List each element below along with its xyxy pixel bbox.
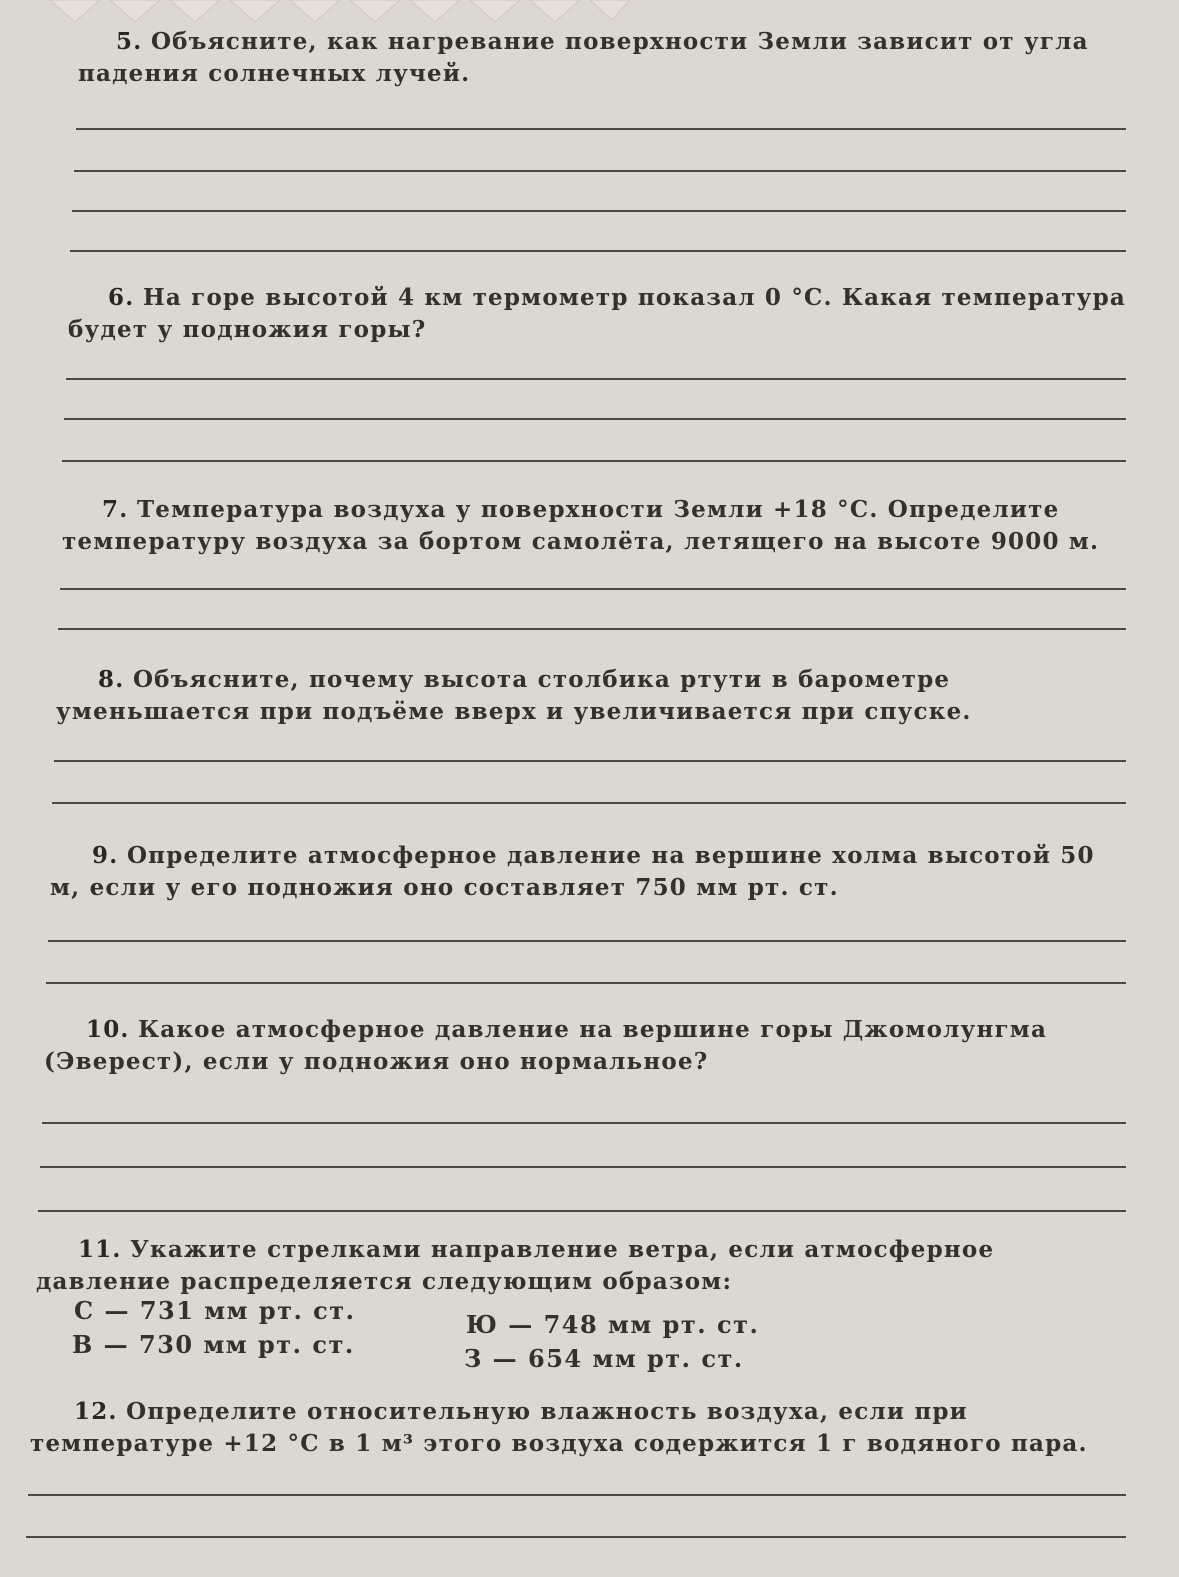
answer-line[interactable] bbox=[40, 1166, 1126, 1168]
answer-line[interactable] bbox=[72, 210, 1126, 212]
task-text: Какое атмосферное давление на вершине горы Джомолунгма (Эверест), если у подножия оно нормальное? bbox=[44, 1016, 1048, 1075]
task-11 bbox=[36, 1234, 1128, 1298]
task-5 bbox=[78, 26, 1128, 90]
task-6 bbox=[68, 282, 1128, 346]
pressure-north: С — 731 мм рт. ст. bbox=[74, 1296, 356, 1325]
task-text: Определите относительную влажность воздуха, если при температуре +12 °С в 1 м³ этого воздуха содержится 1 г водяного пара. bbox=[30, 1398, 1088, 1457]
answer-line[interactable] bbox=[46, 982, 1126, 984]
task-number: 7. bbox=[102, 496, 129, 523]
task-text: Объясните, как нагревание поверхности Земли зависит от угла падения солнечных лучей. bbox=[78, 28, 1089, 87]
answer-line[interactable] bbox=[42, 1122, 1126, 1124]
answer-line[interactable] bbox=[70, 250, 1126, 252]
task-number: 8. bbox=[98, 666, 125, 693]
answer-line[interactable] bbox=[52, 802, 1126, 804]
answer-line[interactable] bbox=[28, 1494, 1126, 1496]
task-10 bbox=[44, 1014, 1128, 1078]
task-number: 11. bbox=[78, 1236, 122, 1263]
pressure-east: В — 730 мм рт. ст. bbox=[72, 1330, 355, 1359]
answer-line[interactable] bbox=[74, 170, 1126, 172]
answer-line[interactable] bbox=[62, 460, 1126, 462]
task-text: На горе высотой 4 км термометр показал 0 °С. Какая температура будет у подножия горы? bbox=[68, 284, 1126, 343]
answer-line[interactable] bbox=[66, 378, 1126, 380]
answer-line[interactable] bbox=[76, 128, 1126, 130]
answer-line[interactable] bbox=[60, 588, 1126, 590]
task-7 bbox=[62, 494, 1128, 558]
answer-line[interactable] bbox=[64, 418, 1126, 420]
task-number: 9. bbox=[92, 842, 119, 869]
task-8 bbox=[56, 664, 1128, 728]
task-number: 10. bbox=[86, 1016, 130, 1043]
task-9 bbox=[50, 840, 1128, 904]
task-number: 5. bbox=[116, 28, 143, 55]
task-text: Температура воздуха у поверхности Земли +18 °С. Определите температуру воздуха за бортом самолёта, летящего на высоте 9000 м. bbox=[62, 496, 1100, 555]
task-text: Определите атмосферное давление на вершине холма высотой 50 м, если у его подножия оно составляет 750 мм рт. ст. bbox=[50, 842, 1095, 901]
answer-line[interactable] bbox=[54, 760, 1126, 762]
answer-line[interactable] bbox=[26, 1536, 1126, 1538]
task-12 bbox=[30, 1396, 1128, 1460]
answer-line[interactable] bbox=[58, 628, 1126, 630]
pressure-south: Ю — 748 мм рт. ст. bbox=[466, 1310, 760, 1339]
task-number: 6. bbox=[108, 284, 135, 311]
task-text: Укажите стрелками направление ветра, если атмосферное давление распределяется следующим образом: bbox=[36, 1236, 995, 1295]
answer-line[interactable] bbox=[38, 1210, 1126, 1212]
task-number: 12. bbox=[74, 1398, 118, 1425]
pressure-west: З — 654 мм рт. ст. bbox=[464, 1344, 744, 1373]
answer-line[interactable] bbox=[48, 940, 1126, 942]
task-text: Объясните, почему высота столбика ртути в барометре уменьшается при подъёме вверх и увеличивается при спуске. bbox=[56, 666, 972, 725]
